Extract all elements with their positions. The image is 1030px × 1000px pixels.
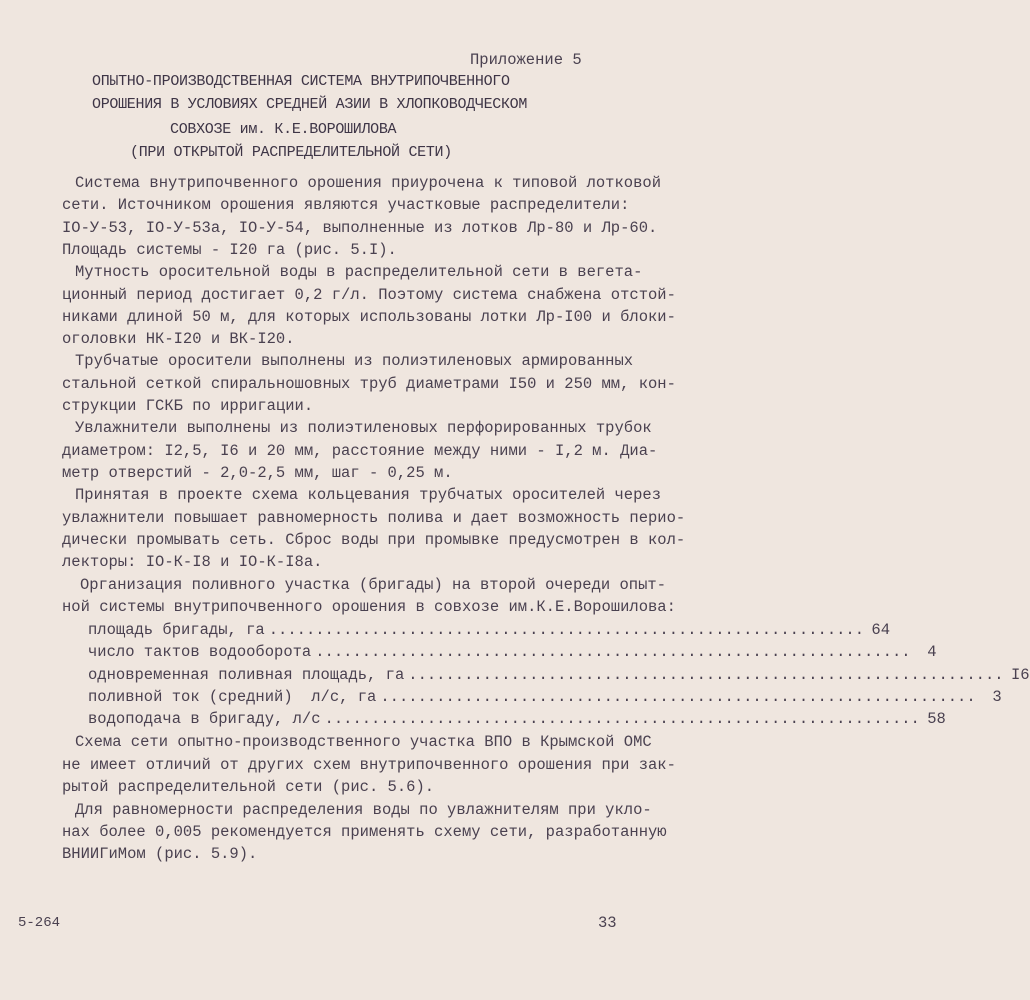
text-line: сети. Источником орошения являются участковые распределители: [62,196,630,214]
text-line: Организация поливного участка (бригады) на второй очереди опыт- [80,576,666,594]
text-line: струкции ГСКБ по ирригации. [62,397,314,415]
title-line: СОВХОЗЕ им. К.Е.ВОРОШИЛОВА [170,121,397,138]
text-line: Принятая в проекте схема кольцевания трубчатых оросителей через [75,486,661,504]
leader-dots: ................................................................ [268,621,865,639]
title-line: ОПЫТНО-ПРОИЗВОДСТВЕННАЯ СИСТЕМА ВНУТРИПОЧВЕННОГО [92,73,510,90]
text-line: дически промывать сеть. Сброс воды при промывке предусмотрен в кол- [62,531,686,549]
leader-dots: ................................................................ [408,666,1004,684]
text-line: IO-У-53, IO-У-53а, IO-У-54, выполненные из лотков Лр-80 и Лр-60. [62,219,658,237]
text-line: лекторы: IO-К-I8 и IO-К-I8а. [62,553,323,571]
text-line: рытой распределительной сети (рис. 5.6). [62,778,435,796]
text-line: Мутность оросительной воды в распределительной сети в вегета- [75,263,643,281]
text-line: Увлажнители выполнены из полиэтиленовых перфорированных трубок [75,419,652,437]
leader-dots: ................................................................ [380,688,976,706]
text-line: ционный период достигает 0,2 г/л. Поэтому система снабжена отстой- [62,286,676,304]
text-line: не имеет отличий от других схем внутрипочвенного орошения при зак- [62,756,676,774]
text-line: метр отверстий - 2,0-2,5 мм, шаг - 0,25 м. [62,464,453,482]
item-value: 4 [927,643,937,661]
list-item [88,620,891,640]
item-label: одновременная поливная площадь, га [88,666,405,684]
text-line: оголовки НК-I20 и ВК-I20. [62,330,295,348]
item-value: 64 [871,621,891,639]
item-value: 3 [992,688,1002,706]
text-line: стальной сеткой спиральношовных труб диаметрами I50 и 250 мм, кон- [62,375,676,393]
appendix-label: Приложение 5 [470,51,582,69]
text-line: никами длиной 50 м, для которых использованы лотки Лр-I00 и блоки- [62,308,676,326]
item-label: водоподача в бригаду, л/с [88,710,321,728]
item-label: площадь бригады, га [88,621,265,639]
list-item [88,665,1030,685]
item-label: поливной ток (средний) л/с, га [88,688,377,706]
text-line: увлажнители повышает равномерность полива и дает возможность перио- [62,509,686,527]
leader-dots: ................................................................ [315,643,911,661]
title-line: (ПРИ ОТКРЫТОЙ РАСПРЕДЕЛИТЕЛЬНОЙ СЕТИ) [130,144,452,161]
text-line: Трубчатые оросители выполнены из полиэтиленовых армированных [75,352,634,370]
leader-dots: ................................................................ [324,710,920,728]
text-line: ной системы внутрипочвенного орошения в совхозе им.К.Е.Ворошилова: [62,598,676,616]
item-value: 58 [927,710,946,728]
text-line: диаметром: I2,5, I6 и 20 мм, расстояние между ними - I,2 м. Диа- [62,442,658,460]
list-item [88,687,1002,707]
print-code: 5-264 [18,915,61,931]
text-line: Схема сети опытно-производственного участка ВПО в Крымской ОМС [75,733,652,751]
text-line: ВНИИГиМом (рис. 5.9). [62,845,258,863]
list-item [88,709,946,729]
title-line: ОРОШЕНИЯ В УСЛОВИЯХ СРЕДНЕЙ АЗИИ В ХЛОПКОВОДЧЕСКОМ [92,96,528,113]
text-line: Для равномерности распределения воды по увлажнителям при укло- [75,801,652,819]
text-line: Площадь системы - I20 га (рис. 5.I). [62,241,397,259]
text-line: нах более 0,005 рекомендуется применять схему сети, разработанную [62,823,667,841]
item-label: число тактов водооборота [88,643,312,661]
list-item [88,642,937,662]
text-line: Система внутрипочвенного орошения приурочена к типовой лотковой [75,174,661,192]
item-value: I6 [1010,666,1030,684]
page-number: 33 [598,914,617,932]
